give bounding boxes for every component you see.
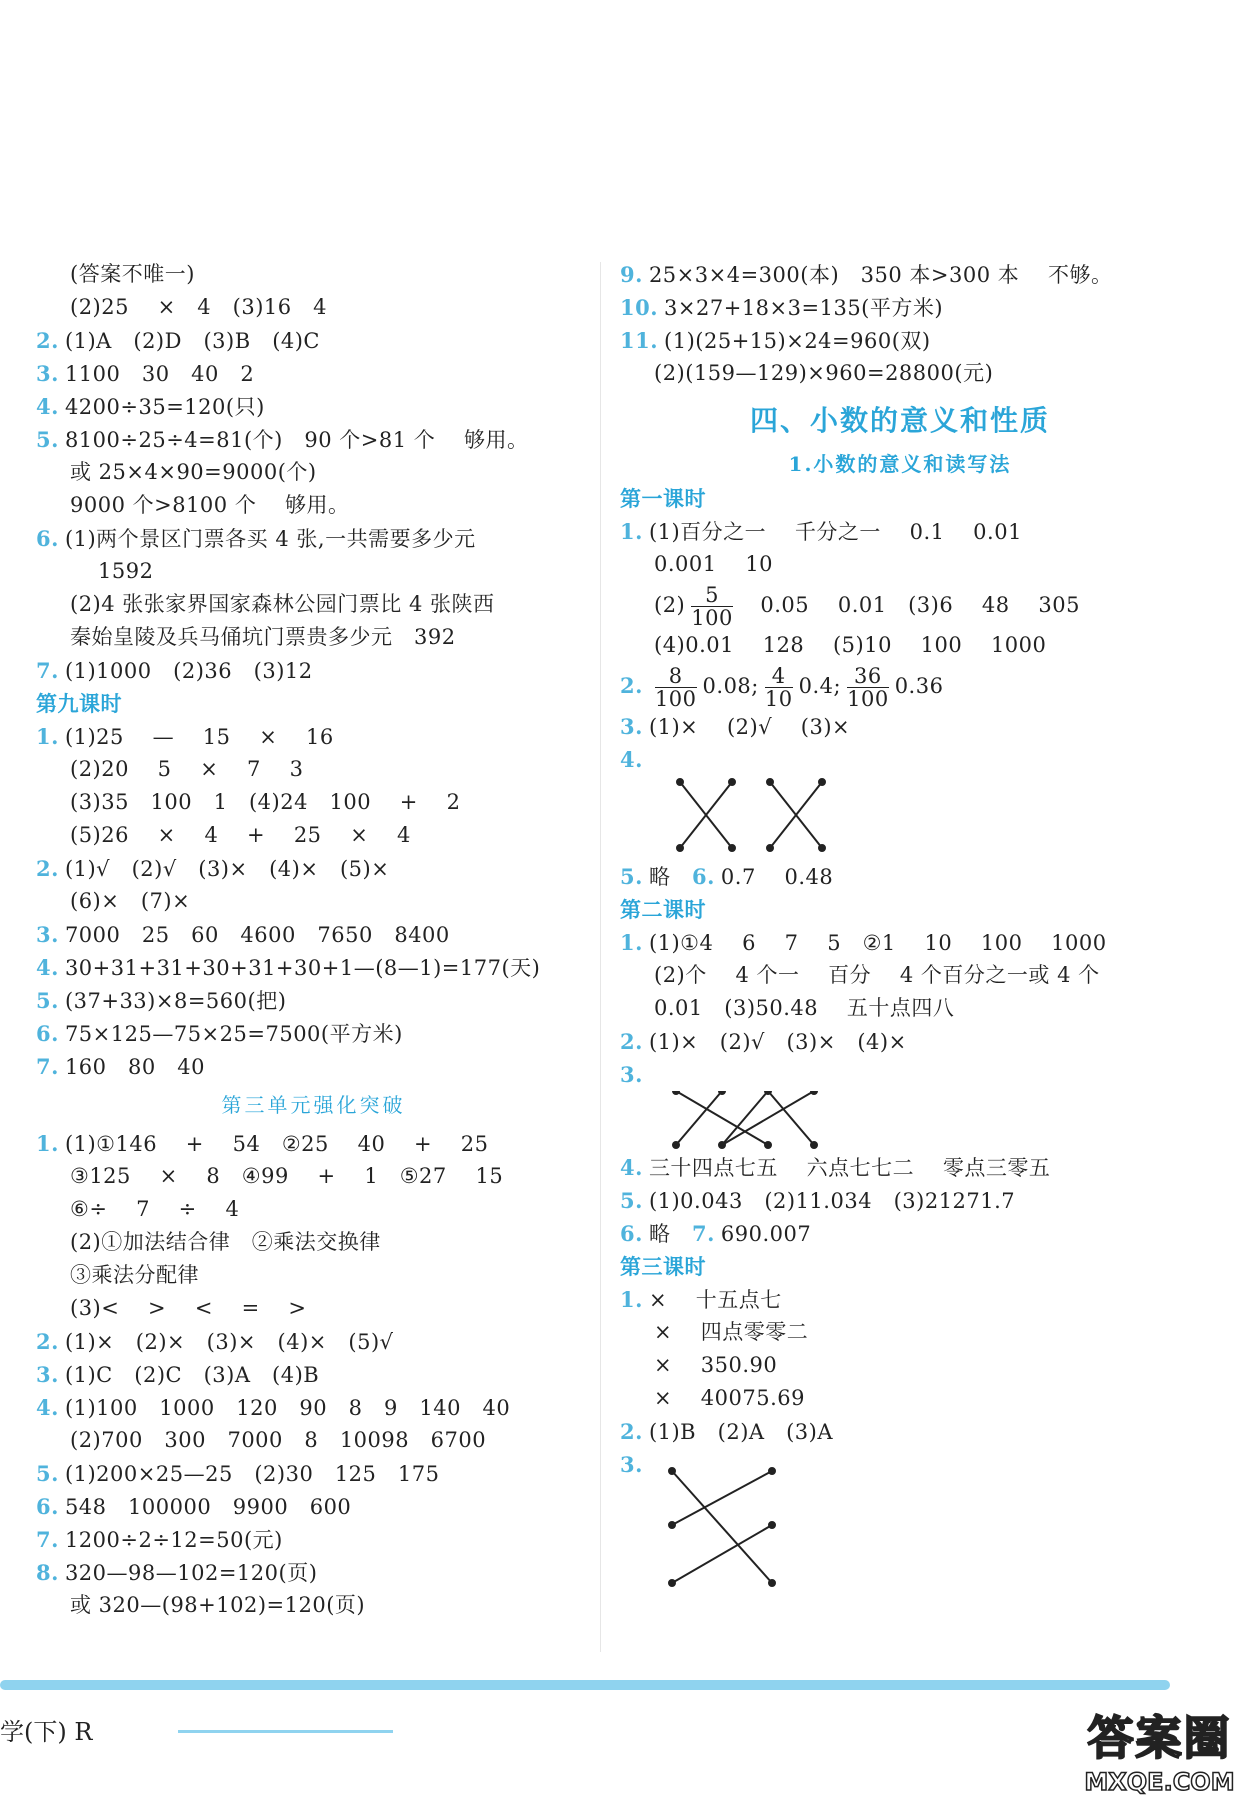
answer-line: × 350.90 — [654, 1353, 778, 1377]
answer-text: 1200÷2÷12=50(元) — [64, 1528, 283, 1552]
fraction: $\frac{5}{100}$ — [691, 583, 733, 630]
answer-text: (答案不唯一) — [70, 262, 195, 286]
answer-line — [36, 1050, 591, 1083]
answer-line — [36, 555, 591, 588]
chapter-title: 四、小数的意义和性质 — [749, 404, 1050, 437]
question-number: 3. — [36, 361, 59, 386]
answer-text: 320—98—102=120(页) — [64, 1561, 318, 1585]
answer-line: 2. (1)B (2)A (3)A — [620, 1419, 833, 1444]
answer-text: 75×125—75×25=7500(平方米) — [64, 1022, 403, 1046]
answer-line: 1. × 十五点七 — [620, 1287, 782, 1312]
answer-line: 0.01 (3)50.48 五十点四八 — [654, 996, 955, 1020]
section-heading: 第九课时 — [36, 691, 122, 716]
question-number: 4. — [36, 1395, 59, 1420]
question-number: 4. — [36, 394, 59, 419]
answer-text: 548 100000 9900 600 — [64, 1495, 352, 1519]
answer-line — [36, 1193, 591, 1226]
question-number: 7. — [36, 658, 59, 683]
answer-line: 2. $\frac{8}{100}$ 0.08; $\frac{4}{10}$ 0.4; $\frac{36}{100}$ 0.36 — [620, 664, 944, 711]
fraction: $\frac{8}{100}$ — [654, 664, 697, 711]
answer-line: × 四点零零二 — [654, 1320, 809, 1344]
column-divider — [600, 262, 601, 1652]
question-number: 6. — [36, 526, 59, 551]
answer-line — [36, 1556, 591, 1589]
answer-text: (2)①加法结合律 ②乘法交换律 — [70, 1230, 381, 1254]
section-heading: 第二课时 — [620, 897, 706, 922]
unit-heading: 第三单元强化突破 — [221, 1093, 406, 1117]
answer-line: 9. 25×3×4=300(本) 350 本>300 本 不够。 — [620, 262, 1113, 287]
answer-text: 30+31+31+30+31+30+1—(8—1)=177(天) — [64, 956, 541, 980]
answer-text: (1)100 1000 120 90 8 9 140 40 — [64, 1396, 511, 1420]
question-number: 7. — [36, 1054, 59, 1079]
answer-line — [36, 918, 591, 951]
answer-line — [36, 1424, 591, 1457]
answer-line — [36, 885, 591, 918]
answer-line — [36, 819, 591, 852]
answer-text: 秦始皇陵及兵马俑坑门票贵多少元 392 — [70, 625, 456, 649]
answer-line: 5. 略 6. 0.7 0.48 — [620, 864, 834, 889]
answer-text: (1)200×25—25 (2)30 125 175 — [64, 1462, 440, 1486]
answer-line — [36, 1127, 591, 1160]
answer-text: (2)700 300 7000 8 10098 6700 — [70, 1428, 487, 1452]
answer-text: (1)1000 (2)36 (3)12 — [64, 659, 313, 683]
answer-line: 1. (1)①4 6 7 5 ②1 10 100 1000 — [620, 930, 1107, 955]
answer-line — [36, 621, 591, 654]
answer-line — [36, 720, 591, 753]
answer-line — [36, 258, 591, 291]
answer-line: 4. — [620, 747, 643, 772]
answer-line — [36, 1017, 591, 1050]
answer-line: × 40075.69 — [654, 1386, 805, 1410]
answer-line — [36, 753, 591, 786]
answer-text: (2)25 × 4 (3)16 4 — [70, 295, 328, 319]
answer-line — [36, 1325, 591, 1358]
answer-line — [36, 951, 591, 984]
answer-line — [36, 1490, 591, 1523]
answer-line: 1. (1)百分之一 千分之一 0.1 0.01 — [620, 519, 1022, 544]
question-number: 3. — [36, 1362, 59, 1387]
answer-line — [36, 456, 591, 489]
answer-line: 6. 略 7. 690.007 — [620, 1221, 812, 1246]
question-number: 5. — [36, 1461, 59, 1486]
answer-text: 8100÷25÷4=81(个) 90 个>81 个 够用。 — [64, 428, 529, 452]
answer-text: 9000 个>8100 个 够用。 — [70, 493, 350, 517]
answer-line — [36, 984, 591, 1017]
answer-text: (3)35 100 1 (4)24 100 + 2 — [70, 790, 461, 814]
answer-line: (4)0.01 128 (5)10 100 1000 — [654, 633, 1047, 657]
answer-line: 3. — [620, 1062, 643, 1087]
answer-text: 160 80 40 — [64, 1055, 206, 1079]
question-number: 4. — [36, 955, 59, 980]
answer-line — [36, 522, 591, 555]
question-number: 1. — [36, 1131, 59, 1156]
answer-text: (5)26 × 4 + 25 × 4 — [70, 823, 411, 847]
question-number: 2. — [36, 856, 59, 881]
answer-text: (1)A (2)D (3)B (4)C — [64, 329, 321, 353]
answer-line: 11. (1)(25+15)×24=960(双) — [620, 328, 931, 353]
answer-line — [36, 1259, 591, 1292]
answer-line: 3. — [620, 1452, 643, 1477]
answer-line: 4. 三十四点七五 六点七七二 零点三零五 — [620, 1155, 1051, 1180]
question-number: 6. — [36, 1021, 59, 1046]
answer-text: (1)√ (2)√ (3)× (4)× (5)× — [64, 857, 390, 881]
question-number: 6. — [36, 1494, 59, 1519]
question-number: 5. — [36, 427, 59, 452]
question-number: 8. — [36, 1560, 59, 1585]
question-number: 5. — [36, 988, 59, 1013]
answer-line: (2)个 4 个一 百分 4 个百分之一或 4 个 — [654, 963, 1100, 987]
answer-text: 或 25×4×90=9000(个) — [70, 460, 317, 484]
answer-line — [36, 852, 591, 885]
answer-line — [36, 1292, 591, 1325]
answer-text: 7000 25 60 4600 7650 8400 — [64, 923, 450, 947]
answer-text: 4200÷35=120(只) — [64, 395, 265, 419]
answer-text: ③乘法分配律 — [70, 1263, 199, 1287]
matching-diagram — [620, 776, 1180, 860]
watermark-logo: 答案圈 MXQE.COM — [1084, 1711, 1235, 1796]
answer-line: 2. (1)× (2)√ (3)× (4)× — [620, 1029, 907, 1054]
answer-text: (1)两个景区门票各买 4 张,一共需要多少元 — [64, 527, 476, 551]
answer-line — [36, 1358, 591, 1391]
footer-underline — [178, 1730, 393, 1733]
answer-text: 或 320—(98+102)=120(页) — [70, 1593, 366, 1617]
answer-text: (1)25 — 15 × 16 — [64, 725, 334, 749]
matching-diagram — [620, 1091, 1180, 1151]
answer-line: (2)(159—129)×960=28800(元) — [654, 361, 994, 385]
answer-text: (37+33)×8=560(把) — [64, 989, 287, 1013]
fraction: $\frac{36}{100}$ — [847, 664, 889, 711]
answer-text: ③125 × 8 ④99 + 1 ⑤27 15 — [70, 1164, 504, 1188]
answer-line — [36, 1457, 591, 1490]
answer-line — [36, 654, 591, 687]
question-number: 2. — [36, 328, 59, 353]
answer-text: (6)× (7)× — [70, 889, 191, 913]
section-heading: 第三课时 — [620, 1254, 706, 1279]
answer-line — [36, 324, 591, 357]
answer-line — [36, 1523, 591, 1556]
answer-text: ⑥÷ 7 ÷ 4 — [70, 1197, 240, 1221]
footer-subject: 学(下) R — [0, 1718, 93, 1746]
answer-line — [36, 291, 591, 324]
matching-diagram — [620, 1465, 1180, 1595]
answer-line — [36, 786, 591, 819]
fraction: $\frac{4}{10}$ — [764, 664, 793, 711]
answer-text: 1592 — [98, 559, 154, 583]
answer-line — [36, 390, 591, 423]
answer-line — [36, 1226, 591, 1259]
section-heading: 第一课时 — [620, 486, 706, 511]
answer-text: 1100 30 40 2 — [64, 362, 255, 386]
answer-text: (1)× (2)× (3)× (4)× (5)√ — [64, 1330, 394, 1354]
question-number: 7. — [36, 1527, 59, 1552]
bottom-divider — [0, 1680, 1170, 1690]
question-number: 1. — [36, 724, 59, 749]
answer-text: (1)①146 + 54 ②25 40 + 25 — [64, 1132, 489, 1156]
answer-line: 5. (1)0.043 (2)11.034 (3)21271.7 — [620, 1188, 1016, 1213]
question-number: 2. — [36, 1329, 59, 1354]
answer-text: (3)< > < = > — [70, 1296, 307, 1320]
answer-text: (1)C (2)C (3)A (4)B — [64, 1363, 320, 1387]
answer-text: (2)4 张张家界国家森林公园门票比 4 张陕西 — [70, 592, 495, 616]
answer-line — [36, 588, 591, 621]
question-number: 3. — [36, 922, 59, 947]
answer-line: 10. 3×27+18×3=135(平方米) — [620, 295, 944, 320]
answer-line — [36, 1391, 591, 1424]
answer-line: 3. (1)× (2)√ (3)× — [620, 714, 851, 739]
answer-line — [36, 423, 591, 456]
answer-line — [36, 357, 591, 390]
answer-text: (2)20 5 × 7 3 — [70, 757, 304, 781]
left-column — [36, 258, 591, 1622]
answer-line: (2) $\frac{5}{100}$ 0.05 0.01 (3)6 48 305 — [654, 583, 1080, 630]
right-column — [620, 258, 1180, 1595]
answer-line: 0.001 10 — [654, 552, 774, 576]
answer-line — [36, 489, 591, 522]
answer-line — [36, 1589, 591, 1622]
answer-line — [36, 1160, 591, 1193]
lesson-title: 1.小数的意义和读写法 — [788, 452, 1012, 476]
